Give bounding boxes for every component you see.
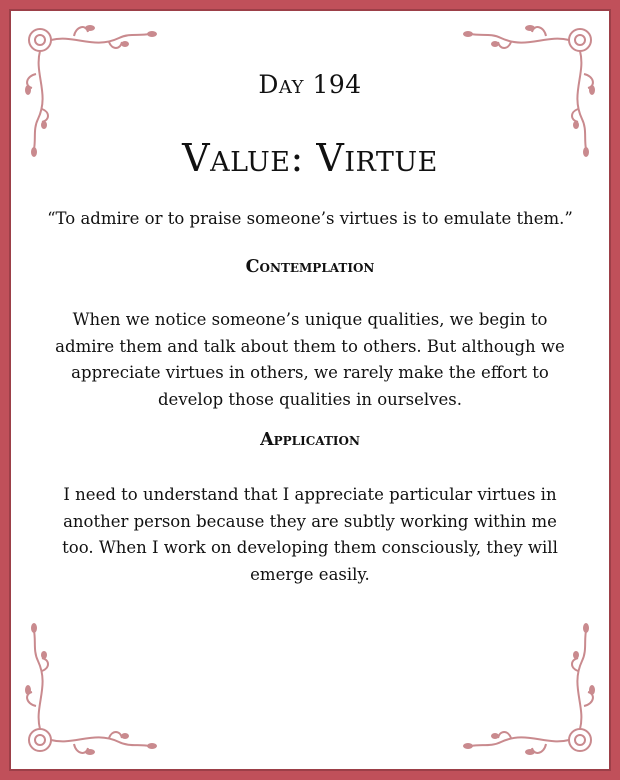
contemplation-text: When we notice someone’s unique qualities, we begin to admire them and talk about them to others. But although we appreciate virtues in others, we rarely make the effort to develop those qualities in ourselves.: [55, 310, 565, 409]
corner-ornament-bottom-left-icon: [14, 616, 164, 766]
application-heading: Application: [260, 430, 360, 450]
application-text: I need to understand that I appreciate particular virtues in another person because they are subtly working within me too. When I work on developing them consciously, they will emerge easily.: [62, 485, 558, 584]
page-title: Value: Virtue: [182, 136, 438, 180]
day-label: Day 194: [258, 70, 362, 99]
contemplation-heading: Contemplation: [245, 257, 375, 277]
corner-ornament-bottom-right-icon: [456, 616, 606, 766]
quote: “To admire or to praise someone’s virtues is to emulate them.”: [47, 209, 573, 228]
